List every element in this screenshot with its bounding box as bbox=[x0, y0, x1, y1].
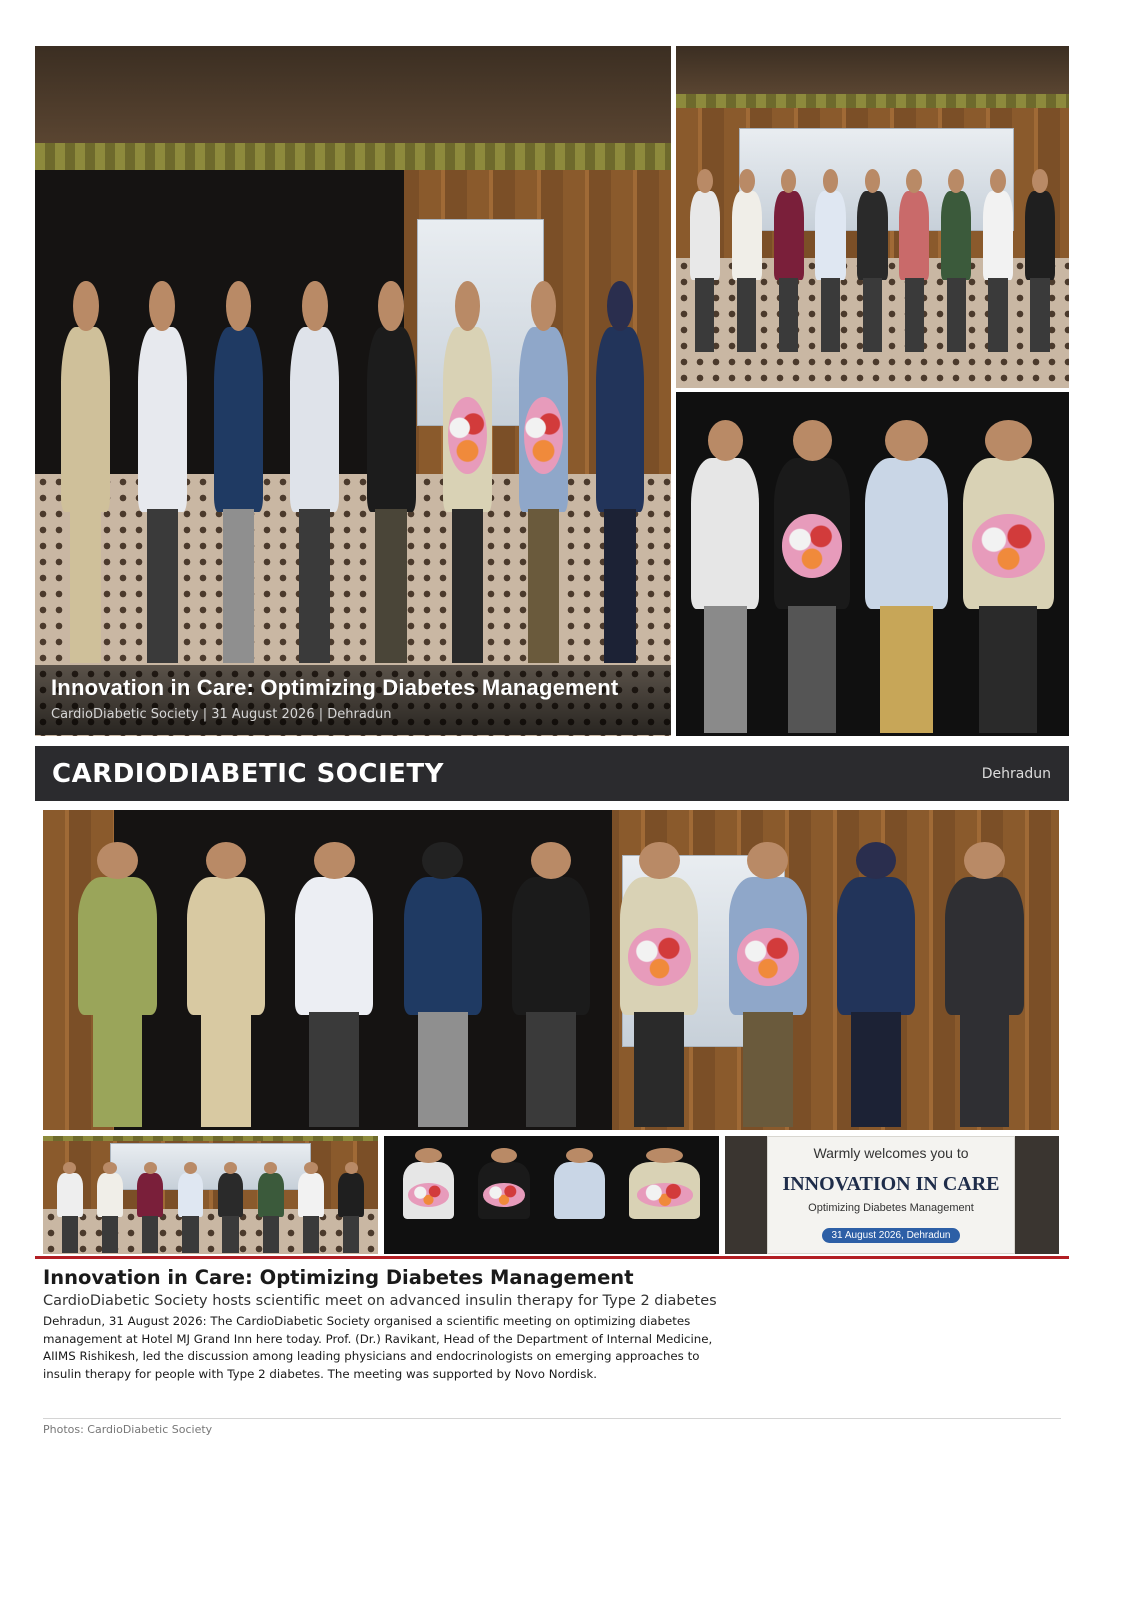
sign-event-title: INNOVATION IN CARE bbox=[782, 1173, 1000, 1195]
article bbox=[43, 1266, 743, 1383]
photo-credit: Photos: CardioDiabetic Society bbox=[43, 1423, 213, 1436]
thumb-welcome-sign-photo bbox=[725, 1136, 1059, 1254]
section-title: CARDIODIABETIC SOCIETY bbox=[52, 758, 444, 789]
sign-welcome-text: Warmly welcomes you to bbox=[813, 1145, 969, 1161]
footer-divider bbox=[43, 1418, 1061, 1419]
article-title: Innovation in Care: Optimizing Diabetes Management bbox=[43, 1266, 634, 1289]
hero-meta: CardioDiabetic Society | 31 August 2026 | Dehradun bbox=[51, 707, 392, 722]
thumb-attendees-photo bbox=[43, 1136, 378, 1254]
article-body: Dehradun, 31 August 2026: The CardioDiabetic Society organised a scientific meeting on optimizing diabetes management at Hotel MJ Grand Inn here today. Prof. (Dr.) Ravikant, Head of the Department of Internal Medicine, AIIMS Rishikesh, led the discussion among leading physicians and endocrinologists on emerging approaches to insulin therapy for people with Type 2 diabetes. The meeting was supported by Novo Nordisk. bbox=[43, 1314, 713, 1381]
article-subtitle: CardioDiabetic Society hosts scientific meet on advanced insulin therapy for Type 2 diabetes bbox=[43, 1293, 717, 1309]
sign-date-badge: 31 August 2026, Dehradun bbox=[822, 1228, 961, 1243]
section-bar bbox=[35, 746, 1069, 801]
sign-event-subtitle: Optimizing Diabetes Management bbox=[808, 1202, 974, 1214]
accent-rule bbox=[35, 1256, 1069, 1259]
hero-bouquets-photo bbox=[676, 392, 1069, 736]
welcome-sign-board bbox=[767, 1136, 1015, 1254]
feature-group-photo bbox=[43, 810, 1059, 1130]
hero-main-photo bbox=[35, 46, 671, 736]
section-location: Dehradun bbox=[981, 765, 1051, 782]
hero-title: Innovation in Care: Optimizing Diabetes Management bbox=[51, 675, 619, 700]
thumb-bouquets-photo bbox=[384, 1136, 719, 1254]
hero-group-photo bbox=[676, 46, 1069, 388]
hero-caption bbox=[35, 665, 671, 735]
